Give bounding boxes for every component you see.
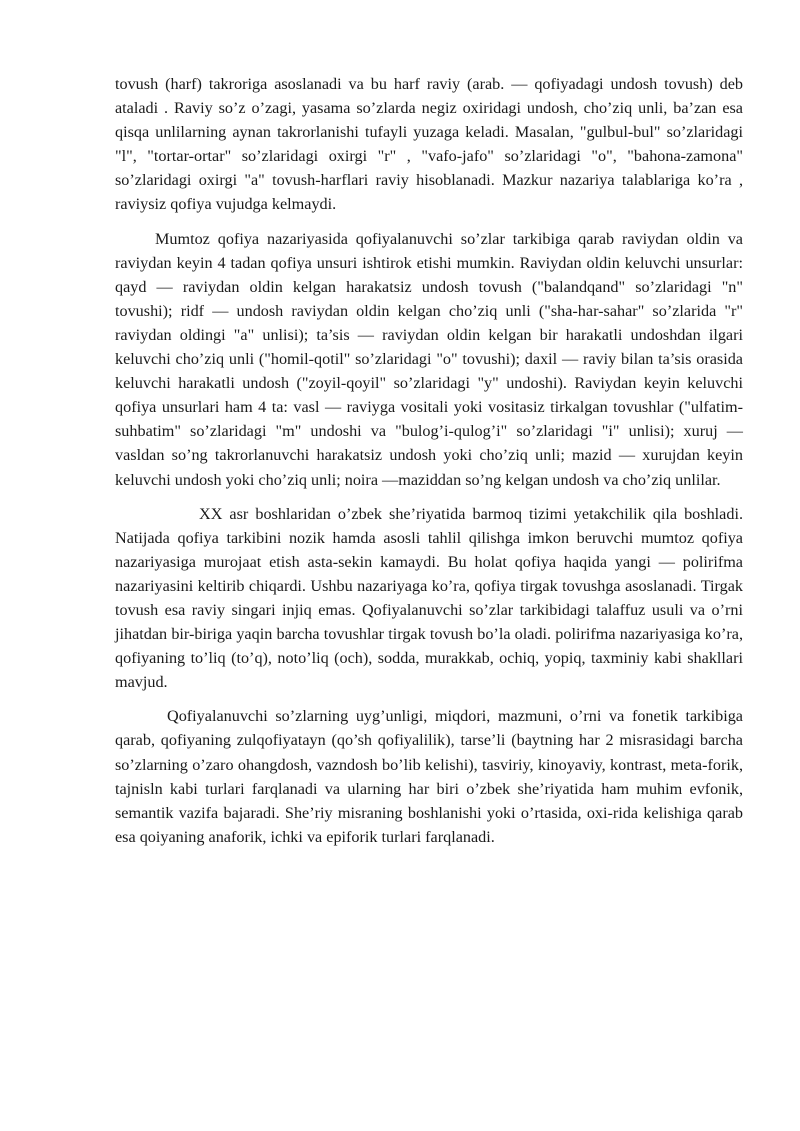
- paragraph-qofiya-elements: Mumtoz qofiya nazariyasida qofiyalanuvchi so’zlar tarkibiga qarab raviydan oldin va raviydan keyin 4 tadan qofiya unsuri ishtirok etishi mumkin. Raviydan oldin keluvchi unsurlar: qayd — raviydan oldin kelgan harakatsiz undosh tovush ("balandqand" so’zlaridagi "n" tovushi); ridf — undosh raviydan oldin kelgan cho’ziq unli ("sha-har-sahar" so’zlarida "r" raviydan oldingi "a" unlisi); ta’sis — raviydan oldin kelgan bir harakatli undoshdan ilgari keluvchi cho’ziq unli ("homil-qotil" so’zlaridagi "o" tovushi); daxil — raviy bilan ta’sis orasida keluvchi harakatli undosh ("zoyil-qoyil" so’zlaridagi "y" undoshi). Raviydan keyin keluvchi qofiya unsurlari ham 4 ta: vasl — raviyga vositali yoki vositasiz tirkalgan tovushlar ("ulfatim-suhbatim" so’zlaridagi "m" undoshi va "bulog’i-qulog’i" so’zlaridagi "i" unlisi); xuruj — vasldan so’ng takrorlanuvchi harakatsiz undosh yoki cho’ziq unli; mazid — xurujdan keyin keluvchi undosh yoki cho’ziq unli; noira —maziddan so’ng kelgan undosh va cho’ziq unlilar.: [115, 229, 743, 489]
- paragraph-polirifma-theory: XX asr boshlaridan o’zbek she’riyatida barmoq tizimi yetakchilik qila boshladi. Natijada qofiya tarkibini nozik hamda asosli tahlil qilishga imkon beruvchi mumtoz qofiya nazariyasiga murojaat etish asta-sekin kamaydi. Bu holat qofiya haqida yangi — polirifma nazariyasini keltirib chiqardi. Ushbu nazariyaga ko’ra, qofiya tirgak tovushga asoslanadi. Tirgak tovush esa raviy singari injiq emas. Qofiyalanuvchi so’zlar tarkibidagi talaffuz usuli va o’rni jihatdan bir-biriga yaqin barcha tovushlar tirgak tovush bo’la oladi. polirifma nazariyasiga ko’ra, qofiyaning to’liq (to’q), noto’liq (och), sodda, murakkab, ochiq, yopiq, taxminiy kabi shakllari mavjud.: [115, 504, 743, 692]
- paragraph-raviy-definition: tovush (harf) takroriga asoslanadi va bu harf raviy (arab. — qofiyadagi undosh tovush) deb ataladi . Raviy so’z o’zagi, yasama so’zlarda negiz oxiridagi undosh, cho’ziq unli, ba’zan esa qisqa unlilarning aynan takrorlanishi tufayli yuzaga keladi. Masalan, "gulbul-bul" so’zlaridagi "l", "tortar-ortar" so’zlaridagi oxirgi "r" , "vafo-jafo" so’zlaridagi "o", "bahona-zamona" so’zlaridagi oxirgi "a" tovush-harflari raviy hisoblanadi. Mazkur nazariya talablariga ko’ra , raviysiz qofiya vujudga kelmaydi.: [115, 75, 743, 214]
- document-page: [115, 72, 743, 849]
- paragraph-qofiya-types: Qofiyalanuvchi so’zlarning uyg’unligi, miqdori, mazmuni, o’rni va fonetik tarkibiga qarab, qofiyaning zulqofiyatayn (qo’sh qofiyalilik), tarse’li (baytning har 2 misrasidagi barcha so’zlarning o’zaro ohangdosh, vazndosh bo’lib kelishi), tasviriy, kinoyaviy, kontrast, meta-forik, tajnisln kabi turlari farqlanadi va ularning har biri o’zbek she’riyatida ham muhim evfonik, semantik vazifa bajaradi. She’riy misraning boshlanishi yoki o’rtasida, oxi-rida kelishiga qarab esa qoiyaning anaforik, ichki va epiforik turlari farqlanadi.: [115, 707, 743, 846]
